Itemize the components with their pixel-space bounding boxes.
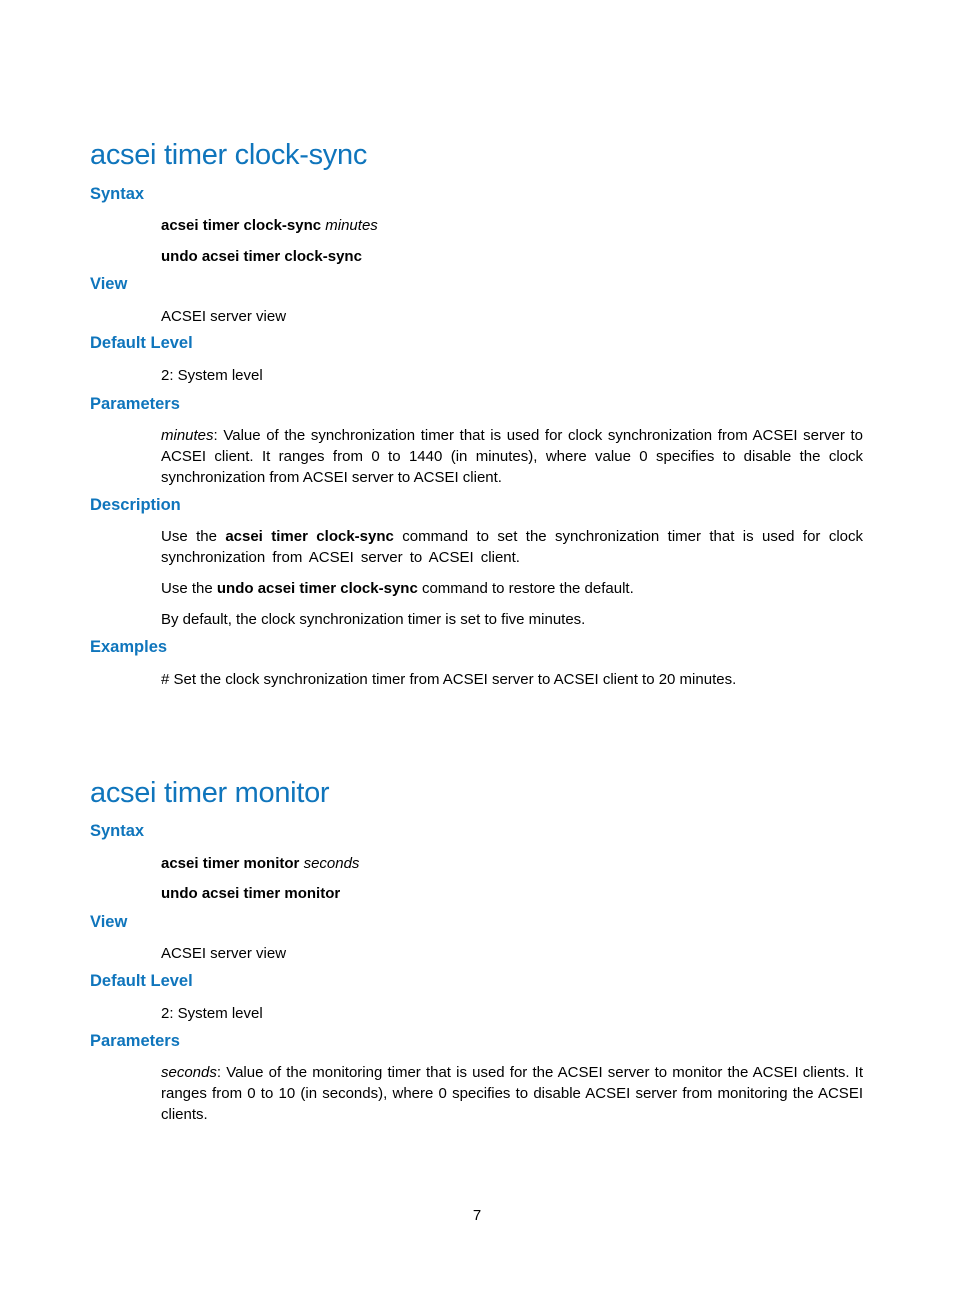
parameter-text: : Value of the synchronization timer that is used for clock synchronization from ACSEI server to ACSEI client. It ranges from 0 to 1440 (in minutes), where value 0 specifies to disable the clock synchronization from ACSEI server to ACSEI client. bbox=[161, 427, 863, 486]
description-paragraph: By default, the clock synchronization timer is set to five minutes. bbox=[161, 611, 586, 628]
syntax-line bbox=[161, 853, 359, 874]
parameter-text: : Value of the monitoring timer that is used for the ACSEI server to monitor the ACSEI clients. It ranges from 0 to 10 (in seconds), where 0 specifies to disable ACSEI server from monitoring the ACSEI clients. bbox=[161, 1064, 863, 1123]
default-level-heading: Default Level bbox=[90, 972, 193, 990]
description-command: acsei timer clock-sync bbox=[225, 528, 394, 545]
description-paragraph bbox=[161, 578, 634, 599]
description-text: command to set the synchronization timer that is used for clock synchronization from ACSEI server to ACSEI client. bbox=[161, 528, 863, 566]
syntax-command: acsei timer monitor bbox=[161, 855, 300, 872]
default-level-text: 2: System level bbox=[161, 367, 263, 384]
view-text: ACSEI server view bbox=[161, 945, 287, 962]
parameters-heading: Parameters bbox=[90, 395, 180, 413]
syntax-heading: Syntax bbox=[90, 185, 145, 203]
parameter-description bbox=[161, 1062, 863, 1125]
syntax-line bbox=[161, 215, 378, 236]
examples-heading: Examples bbox=[90, 638, 168, 656]
description-heading: Description bbox=[90, 496, 181, 514]
parameter-name: seconds bbox=[161, 1064, 217, 1081]
default-level-text: 2: System level bbox=[161, 1005, 263, 1022]
command-title: acsei timer monitor bbox=[90, 777, 330, 809]
command-title: acsei timer clock-sync bbox=[90, 139, 368, 171]
syntax-line bbox=[161, 883, 340, 904]
parameter-description bbox=[161, 425, 863, 488]
syntax-command: undo acsei timer clock-sync bbox=[161, 248, 362, 265]
view-heading: View bbox=[90, 913, 128, 931]
syntax-argument: minutes bbox=[325, 217, 378, 234]
description-paragraph bbox=[161, 526, 863, 568]
syntax-command: acsei timer clock-sync bbox=[161, 217, 322, 234]
description-text: command to restore the default. bbox=[417, 580, 634, 597]
page-number: 7 bbox=[472, 1207, 482, 1224]
description-text: Use the bbox=[161, 528, 226, 545]
default-level-heading: Default Level bbox=[90, 334, 193, 352]
parameter-name: minutes bbox=[161, 427, 214, 444]
syntax-argument: seconds bbox=[303, 855, 360, 872]
syntax-command: undo acsei timer monitor bbox=[161, 885, 341, 902]
syntax-heading: Syntax bbox=[90, 822, 145, 840]
example-text: # Set the clock synchronization timer from ACSEI server to ACSEI client to 20 minutes. bbox=[161, 671, 737, 688]
syntax-line bbox=[161, 246, 362, 267]
description-text: Use the bbox=[161, 580, 217, 597]
view-text: ACSEI server view bbox=[161, 308, 287, 325]
description-command: undo acsei timer clock-sync bbox=[216, 580, 418, 597]
parameters-heading: Parameters bbox=[90, 1032, 180, 1050]
view-heading: View bbox=[90, 275, 128, 293]
